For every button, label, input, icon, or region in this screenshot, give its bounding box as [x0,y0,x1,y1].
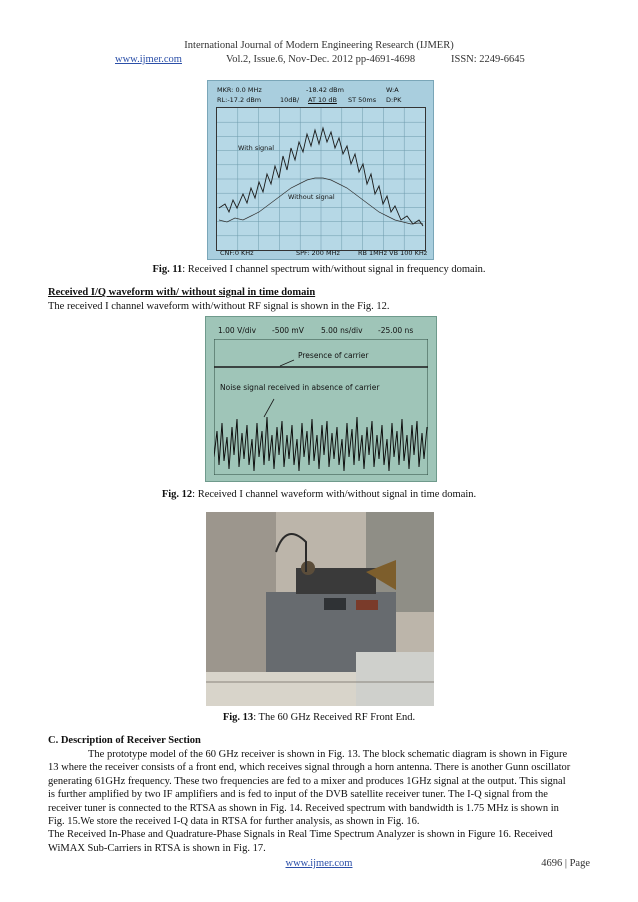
fig12-noise-arrow [264,399,274,417]
fig13-photo-drawing [206,512,434,706]
fig11-rl: RL:-17.2 dBm [217,96,262,104]
header-issn: ISSN: 2249-6645 [451,54,525,65]
figure-12-caption [0,489,638,500]
fig11-mkr-value: -18.42 dBm [306,86,344,94]
section-time-domain-heading: Received I/Q waveform with/ without signal in time domain [48,287,316,298]
fig11-mkr: MKR: 0.0 MHz [217,86,262,94]
fig11-div: 10dB/ [280,96,300,104]
section-c-line: receiver tuner is connected to the RTSA as shown in Fig. 14. Received spectrum with bandwidth is 1.75 MHz is shown in [48,802,559,814]
section-c-line: Fig. 15.We store the received I-Q data in RTSA for further analysis, as shown in Fig. 16. [48,816,420,828]
section-c-line: 13 where the receiver consists of a front end, which receives signal through a horn antenna. There is another Gunn oscillator [48,762,571,774]
figure-13-caption [0,712,638,723]
figure-12-caption-text: : Received I channel waveform with/without signal in time domain. [192,489,477,500]
figure-12-caption-label: Fig. 12 [161,489,193,500]
section-c-line: generating 61GHz frequency. These two frequencies are fed to a mixer and produces 1GHz signal at the output. This signal [48,775,566,787]
fig11-cnf: CNF:0 KHz [220,249,254,257]
fig11-dpk: D:PK [386,96,402,104]
fig11-label-with-signal: With signal [238,144,275,152]
figure-11-caption-text: : Received I channel spectrum with/without signal in frequency domain. [182,264,486,275]
journal-title: International Journal of Modern Engineering Research (IJMER) [184,40,454,51]
figure-12-oscilloscope-image [205,316,437,482]
footer-page-number: 4696 | Page [541,858,590,869]
figure-13-rf-front-end-photo [206,512,434,706]
section-time-domain-text: The received I channel waveform with/without RF signal is shown in the Fig. 12. [48,301,390,312]
section-c-line: The prototype model of the 60 GHz receiver is shown in Fig. 13. The block schematic diagram is shown in Figure [88,749,568,760]
fig11-screen-grid [216,107,426,251]
footer-website-link[interactable]: www.ijmer.com [285,858,353,869]
fig13-gunn-oscillator [301,561,315,575]
fig12-label-presence: Presence of carrier [298,351,369,360]
fig11-wa: W:A [386,86,399,94]
fig11-st: ST 50ms [348,96,377,104]
fig11-spf: SPF: 200 MHz [296,249,340,257]
figure-11-caption [0,264,638,275]
fig12-presence-arrow [280,360,294,366]
fig12-noise-trace [214,417,427,471]
header-website-link[interactable]: www.ijmer.com [115,54,182,65]
figure-11-spectrum-image [207,80,434,260]
fig11-label-without-signal: Without signal [288,193,335,201]
section-c-body [48,748,590,855]
section-c-line: The Received In-Phase and Quadrature-Phase Signals in Real Time Spectrum Analyzer is shown in Figure 16. Received [48,829,553,841]
fig11-gridlines [217,108,425,250]
fig12-delay: -25.00 ns [378,326,414,335]
fig12-label-noise: Noise signal received in absence of carrier [220,383,380,392]
section-c-line: WiMAX Sub-Carriers in RTSA is shown in Fig. 17. [48,842,266,854]
fig11-trace-plot [217,108,425,250]
header-volume: Vol.2, Issue.6, Nov-Dec. 2012 pp-4691-4698 [226,54,416,65]
fig13-display [324,598,346,610]
fig11-rbw: RB 1MHz VB 100 KHz [358,249,428,257]
figure-13-caption-label: Fig. 13 [222,712,254,723]
figure-11-caption-label: Fig. 11 [152,264,183,275]
fig13-knob-panel [356,600,378,610]
fig11-at: AT 10 dB [308,96,337,104]
fig12-offset: -500 mV [272,326,304,335]
fig12-tdiv: 5.00 ns/div [321,326,363,335]
section-c-line: is further amplified by two IF amplifiers and is fed to input of the DVB satellite receiver tuner. The I-Q signal from the [48,789,548,801]
fig13-base-unit [356,652,434,706]
fig12-vdiv: 1.00 V/div [218,326,257,335]
section-c-heading: C. Description of Receiver Section [48,735,201,746]
figure-13-caption-text: : The 60 GHz Received RF Front End. [253,712,416,723]
